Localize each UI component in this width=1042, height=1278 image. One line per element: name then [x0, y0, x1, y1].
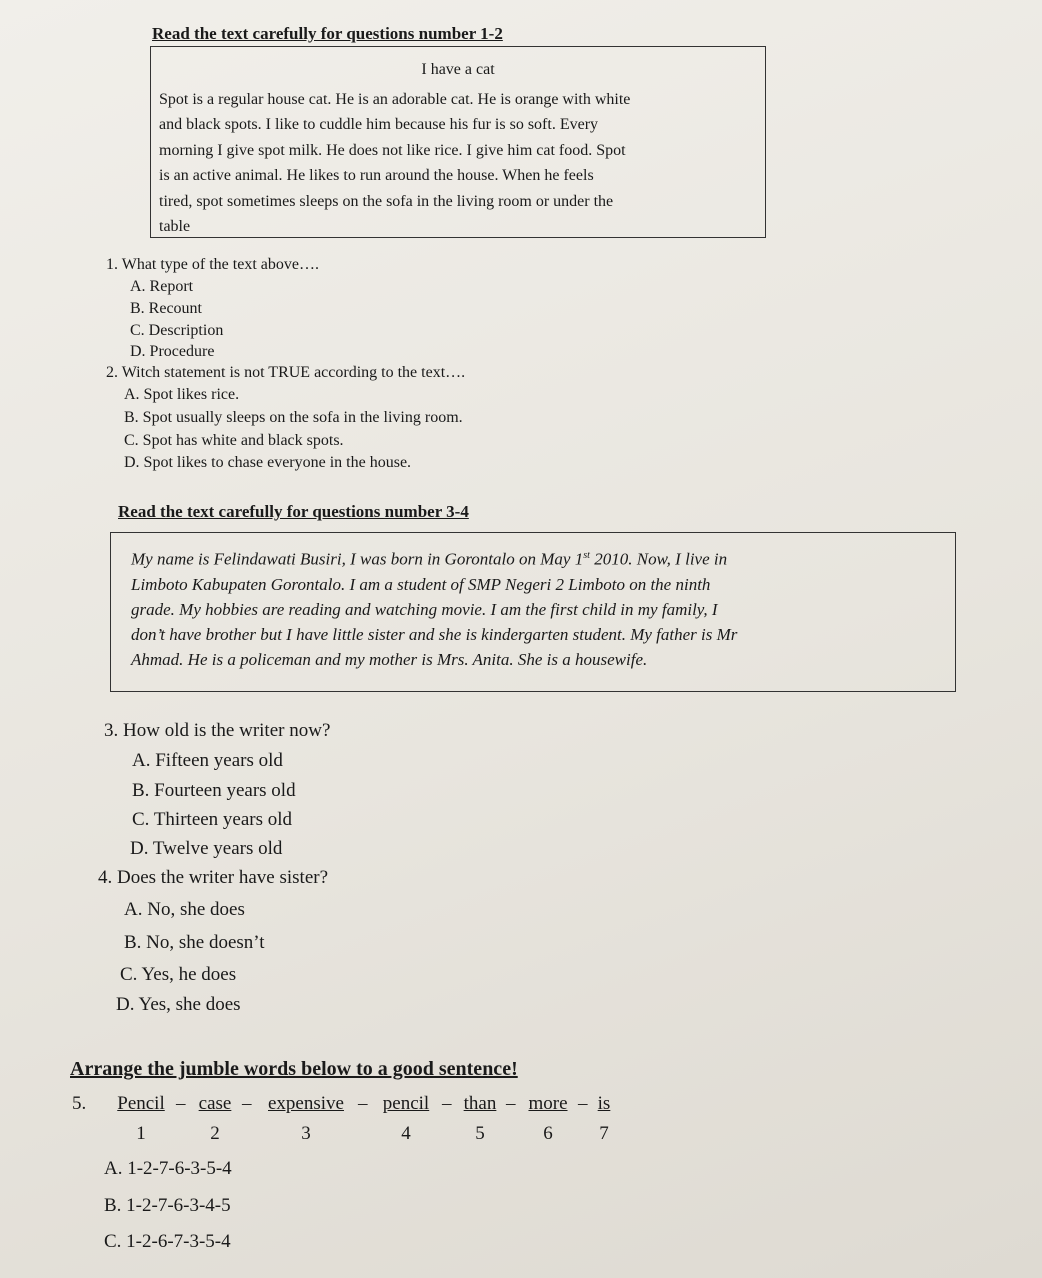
- passage-title: I have a cat: [421, 61, 495, 78]
- passage-line: don’t have brother but I have little sister and she is kindergarten student. My father is Mr: [131, 624, 738, 644]
- q1-option-c[interactable]: C. Description: [130, 322, 224, 339]
- jumble-word-1: [110, 1093, 172, 1145]
- jumble-number: 4: [401, 1123, 411, 1144]
- jumble-word: than: [463, 1093, 497, 1114]
- q4-option-d[interactable]: D. Yes, she does: [116, 994, 241, 1015]
- question-5-number: 5.: [72, 1093, 87, 1114]
- separator: –: [176, 1093, 186, 1114]
- q5-option-b[interactable]: B. 1-2-7-6-3-4-5: [104, 1195, 231, 1216]
- jumble-number: 3: [301, 1123, 311, 1144]
- separator: –: [578, 1093, 588, 1114]
- separator: –: [506, 1093, 516, 1114]
- jumble-word-6: [522, 1093, 574, 1145]
- passage-line: tired, spot sometimes sleeps on the sofa in the living room or under the: [159, 192, 614, 210]
- jumble-word: more: [528, 1093, 568, 1114]
- jumble-word: is: [597, 1093, 611, 1114]
- jumble-word: case: [198, 1093, 232, 1114]
- q1-option-b[interactable]: B. Recount: [130, 300, 202, 317]
- question-3: 3. How old is the writer now?: [104, 720, 331, 741]
- q5-option-c[interactable]: C. 1-2-6-7-3-5-4: [104, 1231, 231, 1252]
- q1-option-a[interactable]: A. Report: [130, 278, 194, 295]
- passage-line: table: [159, 218, 191, 235]
- passage-line: is an active animal. He likes to run around the house. When he feels: [159, 167, 594, 184]
- passage-line: Ahmad. He is a policeman and my mother is Mrs. Anita. She is a housewife.: [131, 649, 648, 669]
- jumble-word-5: [458, 1093, 502, 1145]
- section1-passage-box: [150, 46, 766, 238]
- q3-option-d[interactable]: D. Twelve years old: [130, 838, 283, 859]
- question-4: 4. Does the writer have sister?: [98, 867, 329, 888]
- passage-line: [131, 543, 945, 572]
- passage-line: morning I give spot milk. He does not like rice. I give him cat food. Spot: [159, 141, 626, 159]
- q4-option-c[interactable]: C. Yes, he does: [120, 964, 237, 985]
- question-1: 1. What type of the text above….: [106, 256, 319, 273]
- question-2: 2. Witch statement is not TRUE according to the text….: [106, 364, 466, 381]
- q1-option-d[interactable]: D. Procedure: [130, 343, 215, 360]
- q2-option-c[interactable]: C. Spot has white and black spots.: [124, 432, 344, 449]
- jumble-word: pencil: [382, 1093, 430, 1114]
- q2-option-b[interactable]: B. Spot usually sleeps on the sofa in the living room.: [124, 409, 463, 426]
- section3-heading: Arrange the jumble words below to a good sentence!: [70, 1058, 518, 1080]
- passage-line: Limboto Kabupaten Gorontalo. I am a student of SMP Negeri 2 Limboto on the ninth: [131, 574, 711, 594]
- q5-option-a[interactable]: A. 1-2-7-6-3-5-4: [104, 1158, 232, 1179]
- separator: –: [358, 1093, 368, 1114]
- jumble-word-2: [192, 1093, 238, 1145]
- jumble-word-3: [258, 1093, 354, 1145]
- q4-option-a[interactable]: A. No, she does: [124, 899, 245, 920]
- passage-line: Spot is a regular house cat. He is an adorable cat. He is orange with white: [159, 90, 631, 108]
- passage-line-part: My name is Felindawati Busiri, I was born in Gorontalo on May 1: [131, 549, 584, 569]
- jumble-number: 5: [475, 1123, 485, 1144]
- jumble-number: 1: [136, 1123, 146, 1144]
- jumble-number: 6: [543, 1123, 553, 1144]
- q3-option-c[interactable]: C. Thirteen years old: [132, 809, 293, 830]
- jumble-word: expensive: [268, 1093, 344, 1114]
- section1-heading: Read the text carefully for questions number 1-2: [152, 24, 503, 43]
- passage-line: and black spots. I like to cuddle him because his fur is so soft. Every: [159, 116, 599, 133]
- passage-line-part: 2010. Now, I live in: [590, 549, 728, 569]
- section2-heading: Read the text carefully for questions number 3-4: [118, 502, 469, 521]
- passage-line: grade. My hobbies are reading and watching movie. I am the first child in my family, I: [131, 599, 718, 619]
- section2-passage-box: [110, 532, 956, 692]
- ordinal-suffix: st: [583, 550, 591, 561]
- jumble-word-4: [374, 1093, 438, 1145]
- jumble-word-7: [592, 1093, 616, 1145]
- jumble-number: 2: [210, 1123, 220, 1144]
- q2-option-d[interactable]: D. Spot likes to chase everyone in the house.: [124, 454, 412, 471]
- jumble-number: 7: [599, 1123, 609, 1144]
- q2-option-a[interactable]: A. Spot likes rice.: [124, 386, 240, 403]
- jumble-word: Pencil: [117, 1093, 165, 1114]
- q3-option-a[interactable]: A. Fifteen years old: [132, 750, 283, 771]
- q3-option-b[interactable]: B. Fourteen years old: [132, 780, 296, 801]
- separator: –: [242, 1093, 252, 1114]
- separator: –: [442, 1093, 452, 1114]
- q4-option-b[interactable]: B. No, she doesn’t: [124, 932, 265, 953]
